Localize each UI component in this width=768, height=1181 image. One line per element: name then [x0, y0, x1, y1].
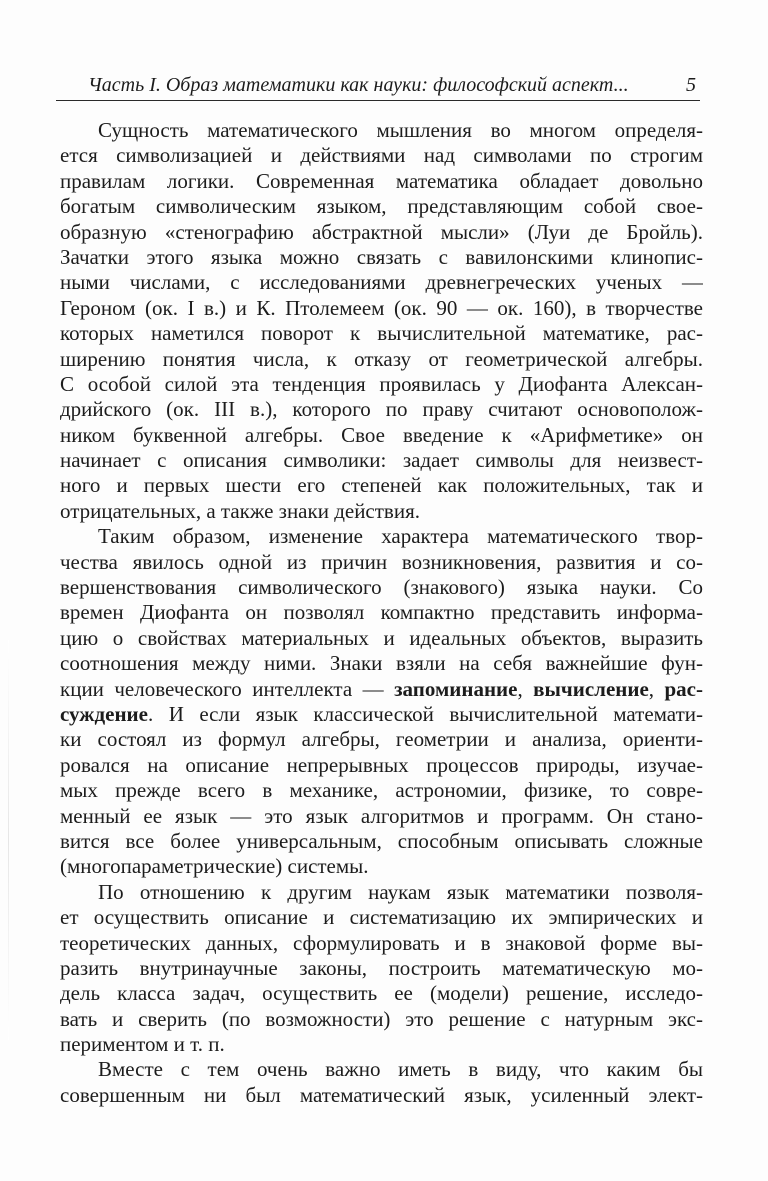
- text-line: начинает с описания символики: задает символы для неизвест-: [60, 448, 703, 473]
- text-line: вать и сверить (по возможности) это решение с натурным экс-: [60, 1006, 703, 1031]
- text-line: ширению понятия числа, к отказу от геометрической алгебры.: [60, 346, 703, 371]
- text-line: которых наметился поворот к вычислительной математике, рас-: [60, 321, 703, 346]
- text-line: образную «стенографию абстрактной мысли» (Луи де Бройль).: [60, 219, 703, 244]
- page-number: 5: [686, 74, 696, 96]
- text-line: вершенствования символического (знакового) языка науки. Со: [60, 575, 703, 600]
- text-line: мых прежде всего в механике, астрономии, физике, то совре-: [60, 778, 703, 803]
- text-line: С особой силой эта тенденция проявилась у Диофанта Алексан-: [60, 371, 703, 396]
- text-line: правилам логики. Современная математика обладает довольно: [60, 168, 703, 193]
- text-line: дрийского (ок. III в.), которого по праву считают основополож-: [60, 397, 703, 422]
- text-line: богатым символическим языком, представляющим собой свое-: [60, 194, 703, 219]
- text-line: периментом и т. п.: [60, 1032, 225, 1057]
- text-line: ет осуществить описание и систематизацию их эмпирических и: [60, 905, 703, 930]
- text-line: Таким образом, изменение характера математического твор-: [98, 524, 703, 549]
- text-run: кции человеческого интеллекта —: [60, 676, 395, 701]
- paragraph-1: [60, 118, 703, 524]
- text-run: ,: [648, 676, 665, 701]
- text-line: времен Диофанта он позволял компактно представить информа-: [60, 600, 703, 625]
- text-line: Зачатки этого языка можно связать с вавилонскими клинопис-: [60, 244, 703, 269]
- text-line: ными числами, с исследованиями древнегреческих ученых —: [60, 270, 703, 295]
- text-line: отрицательных, а также знаки действия.: [60, 498, 420, 523]
- paragraph-3: [60, 880, 703, 1058]
- text-line: совершенным ни был математический язык, усиленный элект-: [60, 1082, 703, 1107]
- text-run: . И если язык классической вычислительной математи-: [147, 701, 703, 726]
- text-line: соотношения между ними. Знаки взяли на себя важнейшие фун-: [60, 651, 703, 676]
- text-line-bold-terms: [60, 677, 703, 702]
- term-memorization: запоминание: [394, 676, 518, 701]
- text-line: Вместе с тем очень важно иметь в виду, что каким бы: [98, 1057, 703, 1082]
- running-header: [56, 72, 700, 101]
- page-edge-shadow: [8, 640, 9, 1040]
- text-line: ровался на описание непрерывных процессов природы, изучае-: [60, 752, 703, 777]
- text-line: дель класса задач, осуществить ее (модели) решение, исследо-: [60, 981, 703, 1006]
- text-run: ,: [517, 676, 534, 701]
- body-text: [60, 118, 703, 1108]
- text-line: разить внутринаучные законы, построить математическую мо-: [60, 955, 703, 980]
- text-line: чества явилось одной из причин возникновения, развития и со-: [60, 549, 703, 574]
- term-computation: вычисление: [533, 676, 649, 701]
- text-line: вится все более универсальным, способным описывать сложные: [60, 828, 703, 853]
- text-line: ки состоял из формул алгебры, геометрии и анализа, ориенти-: [60, 727, 703, 752]
- text-line: Героном (ок. I в.) и К. Птолемеем (ок. 90 — ок. 160), в творчестве: [60, 295, 703, 320]
- text-line: ного и первых шести его степеней как положительных, так и: [60, 473, 703, 498]
- text-line: теоретических данных, сформулировать и в знаковой форме вы-: [60, 930, 703, 955]
- text-line: (многопараметрические) системы.: [60, 854, 369, 879]
- text-line: Сущность математического мышления во многом определя-: [98, 118, 703, 142]
- header-title: Часть I. Образ математики как науки: философский аспект...: [88, 74, 629, 96]
- term-reasoning-part1: рас-: [664, 676, 703, 701]
- text-line: цию о свойствах материальных и идеальных объектов, выразить: [60, 625, 703, 650]
- term-reasoning-part2: суждение: [60, 701, 148, 726]
- text-line: ется символизацией и действиями над символами по строгим: [60, 143, 703, 168]
- text-line-bold-terms: [60, 702, 703, 727]
- text-line: ником буквенной алгебры. Свое введение к «Арифметике» он: [60, 422, 703, 447]
- paragraph-2: [60, 524, 703, 879]
- paragraph-4: [60, 1057, 703, 1108]
- text-line: По отношению к другим наукам язык математики позволя-: [98, 879, 703, 904]
- text-line: менный ее язык — это язык алгоритмов и программ. Он стано-: [60, 803, 703, 828]
